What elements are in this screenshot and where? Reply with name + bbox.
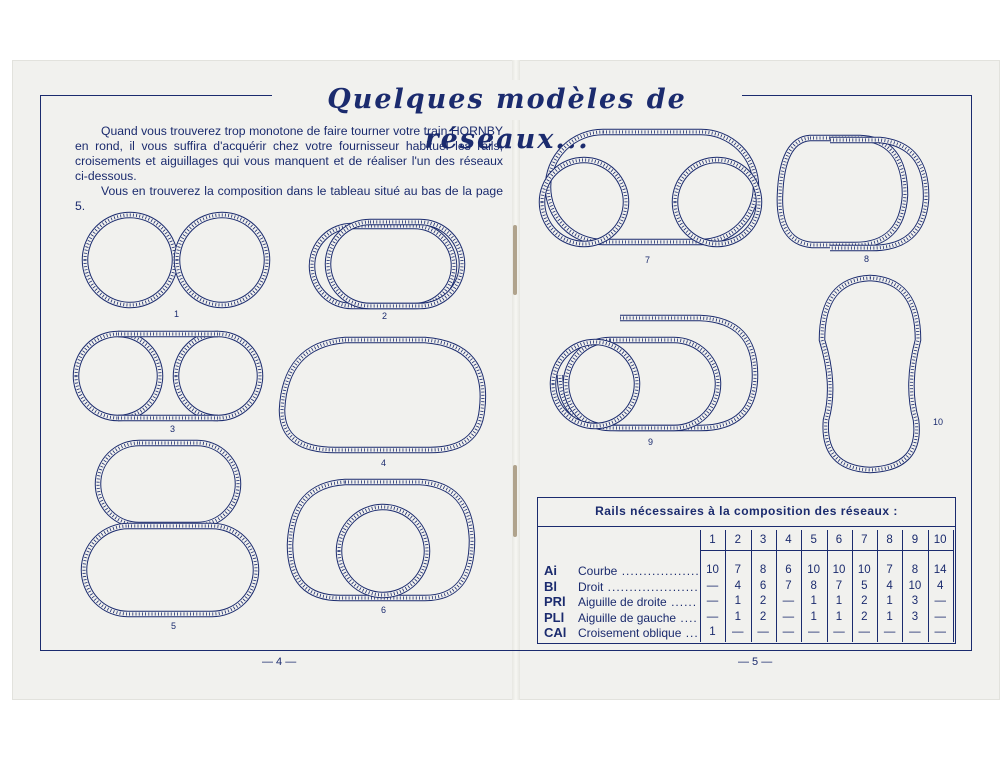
rails-table-cell: 3 <box>911 595 919 607</box>
rails-table-cell: 6 <box>785 564 792 576</box>
rails-table-cell: 10 <box>908 579 922 592</box>
rails-table-cell: — <box>706 595 719 607</box>
rails-table-cell: — <box>706 579 719 592</box>
layout-label-2: 2 <box>382 311 388 321</box>
rails-table-cell: 7 <box>886 564 893 576</box>
rails-table-cell: 4 <box>734 579 741 592</box>
rails-table-cell: 8 <box>911 564 919 576</box>
layout-7-outer <box>548 132 756 242</box>
page-number-right: — 5 — <box>738 656 773 668</box>
layout-9-middle <box>566 340 718 428</box>
layout-5-upper <box>98 443 238 525</box>
rails-table <box>537 497 956 644</box>
layout-8-outer <box>830 140 926 248</box>
layout-label-3: 3 <box>170 424 176 434</box>
rails-table-cell: 2 <box>861 610 868 623</box>
layout-6-outer <box>290 482 472 598</box>
intro-paragraph-2: Vous en trouverez la composition dans le tableau situé au bas de la page 5. <box>75 184 503 213</box>
rails-table-cell: 5 <box>861 579 868 592</box>
page-number-left: — 4 — <box>262 656 297 668</box>
rails-table-column-header: 6 <box>835 534 843 546</box>
rails-table-rule <box>538 526 955 527</box>
layout-1-loop-left <box>85 215 175 305</box>
rails-table-cell: 10 <box>832 564 846 576</box>
rails-table-cell: — <box>706 610 719 623</box>
rails-table-column-header: 1 <box>709 534 716 546</box>
rails-table-cell: 7 <box>734 564 741 576</box>
rails-table-cell: 4 <box>936 579 944 592</box>
layout-6-inner <box>339 507 427 595</box>
rails-table-cell: 1 <box>810 610 817 623</box>
rails-table-title: Rails nécessaires à la composition des réseaux : <box>595 504 898 518</box>
rails-table-cell: 7 <box>835 579 843 592</box>
rails-table-column-header: 7 <box>861 534 868 546</box>
layout-label-8: 8 <box>864 254 870 264</box>
rails-table-cell: 6 <box>759 579 767 592</box>
layout-10-loop <box>822 278 918 470</box>
rails-table-cell: 10 <box>807 564 821 576</box>
rails-table-cell: — <box>732 626 744 638</box>
layout-3-loop-left <box>76 334 160 418</box>
layout-7-loop-right <box>675 160 759 244</box>
rails-table-cell: 1 <box>734 595 741 607</box>
rails-table-column-header: 10 <box>933 534 947 546</box>
intro-paragraph-1: Quand vous trouverez trop monotone de faire tourner votre train HORNBY en rond, il vous suffira d'acquérir chez votre fournisseur habituel les rails, croisements et aiguillages qui vous manquent et de réaliser l'un des réseaux ci-dessous. <box>75 124 503 183</box>
rails-table-cell: — <box>833 626 845 638</box>
layout-label-10: 10 <box>933 417 944 427</box>
rails-table-column-header: 3 <box>759 534 767 546</box>
rails-table-cell: 7 <box>785 579 792 592</box>
layout-label-7: 7 <box>645 255 651 265</box>
rails-table-cell: 8 <box>759 564 767 576</box>
rails-table-cell: 8 <box>810 579 817 592</box>
layout-label-9: 9 <box>648 437 654 447</box>
rails-table-cell: 1 <box>709 626 716 638</box>
rails-table-cell: 4 <box>886 579 893 592</box>
layout-label-1: 1 <box>174 309 180 319</box>
rails-table-column-header: 9 <box>911 534 919 546</box>
rails-table-row-code: PRl <box>544 594 566 609</box>
layout-label-5: 5 <box>171 621 177 631</box>
rails-table-cell: — <box>883 626 896 638</box>
rails-table-column-header: 4 <box>785 534 792 546</box>
rails-table-cell: — <box>909 626 921 638</box>
rails-table-cell: 1 <box>835 595 843 607</box>
rails-table-cell: 2 <box>759 595 767 607</box>
rails-table-row-code: PLl <box>544 609 565 625</box>
rails-table-row-name: Courbe ..... <box>578 564 698 578</box>
rails-table-cell: 1 <box>886 595 893 607</box>
rails-table-cell: 2 <box>861 595 868 607</box>
layout-3-straights <box>118 334 218 418</box>
rails-table-row-code: Ai <box>544 563 557 578</box>
rails-table-row-name: Croisement oblique ..... <box>578 626 698 640</box>
rails-table-cell: 1 <box>835 610 843 623</box>
rails-table-cell: — <box>757 626 769 638</box>
layout-label-4: 4 <box>381 458 387 468</box>
rails-table-row-name: Droit ..... <box>578 580 698 594</box>
page-title: Quelques modèles de réseaux... <box>272 80 742 120</box>
rails-table-cell: — <box>807 626 820 638</box>
rails-table-cell: 3 <box>911 610 919 623</box>
rails-table-cell: — <box>782 626 795 638</box>
rails-table-header-rule <box>700 550 953 551</box>
rails-table-row-name: Aiguille de gauche ..... <box>578 611 698 625</box>
rails-table-cell: — <box>782 610 795 623</box>
layout-9-outer <box>560 318 755 428</box>
layout-1-loop-right <box>177 215 267 305</box>
rails-table-cell: 2 <box>759 610 767 623</box>
rails-table-cell: — <box>934 610 946 623</box>
layout-label-6: 6 <box>381 605 387 615</box>
rails-table-column-header: 2 <box>734 534 741 546</box>
rails-table-cell: 1 <box>886 610 893 623</box>
rails-table-column-header: 5 <box>810 534 817 546</box>
rails-table-column-rule <box>953 530 954 642</box>
rails-table-cell: 10 <box>706 564 719 576</box>
rails-table-cell: 1 <box>734 610 741 623</box>
rails-table-cell: — <box>782 595 795 607</box>
rails-table-cell: — <box>934 595 946 607</box>
rails-table-row-code: Bl <box>544 578 557 594</box>
layout-3-loop-right <box>176 334 260 418</box>
rails-table-cell: 14 <box>933 564 947 576</box>
layout-5-lower <box>84 526 256 614</box>
rails-table-cell: 10 <box>857 564 871 576</box>
rails-table-cell: — <box>858 626 871 638</box>
rails-table-row-name: Aiguille de droite ..... <box>578 595 698 609</box>
rails-table-column-header: 8 <box>886 534 893 546</box>
rails-table-row-code: CAl <box>544 625 567 640</box>
layout-4-loop <box>282 340 483 450</box>
rails-table-cell: — <box>934 626 946 638</box>
layout-7-loop-left <box>542 160 626 244</box>
rails-table-cell: 1 <box>810 595 817 607</box>
layout-8-inner <box>780 138 905 245</box>
